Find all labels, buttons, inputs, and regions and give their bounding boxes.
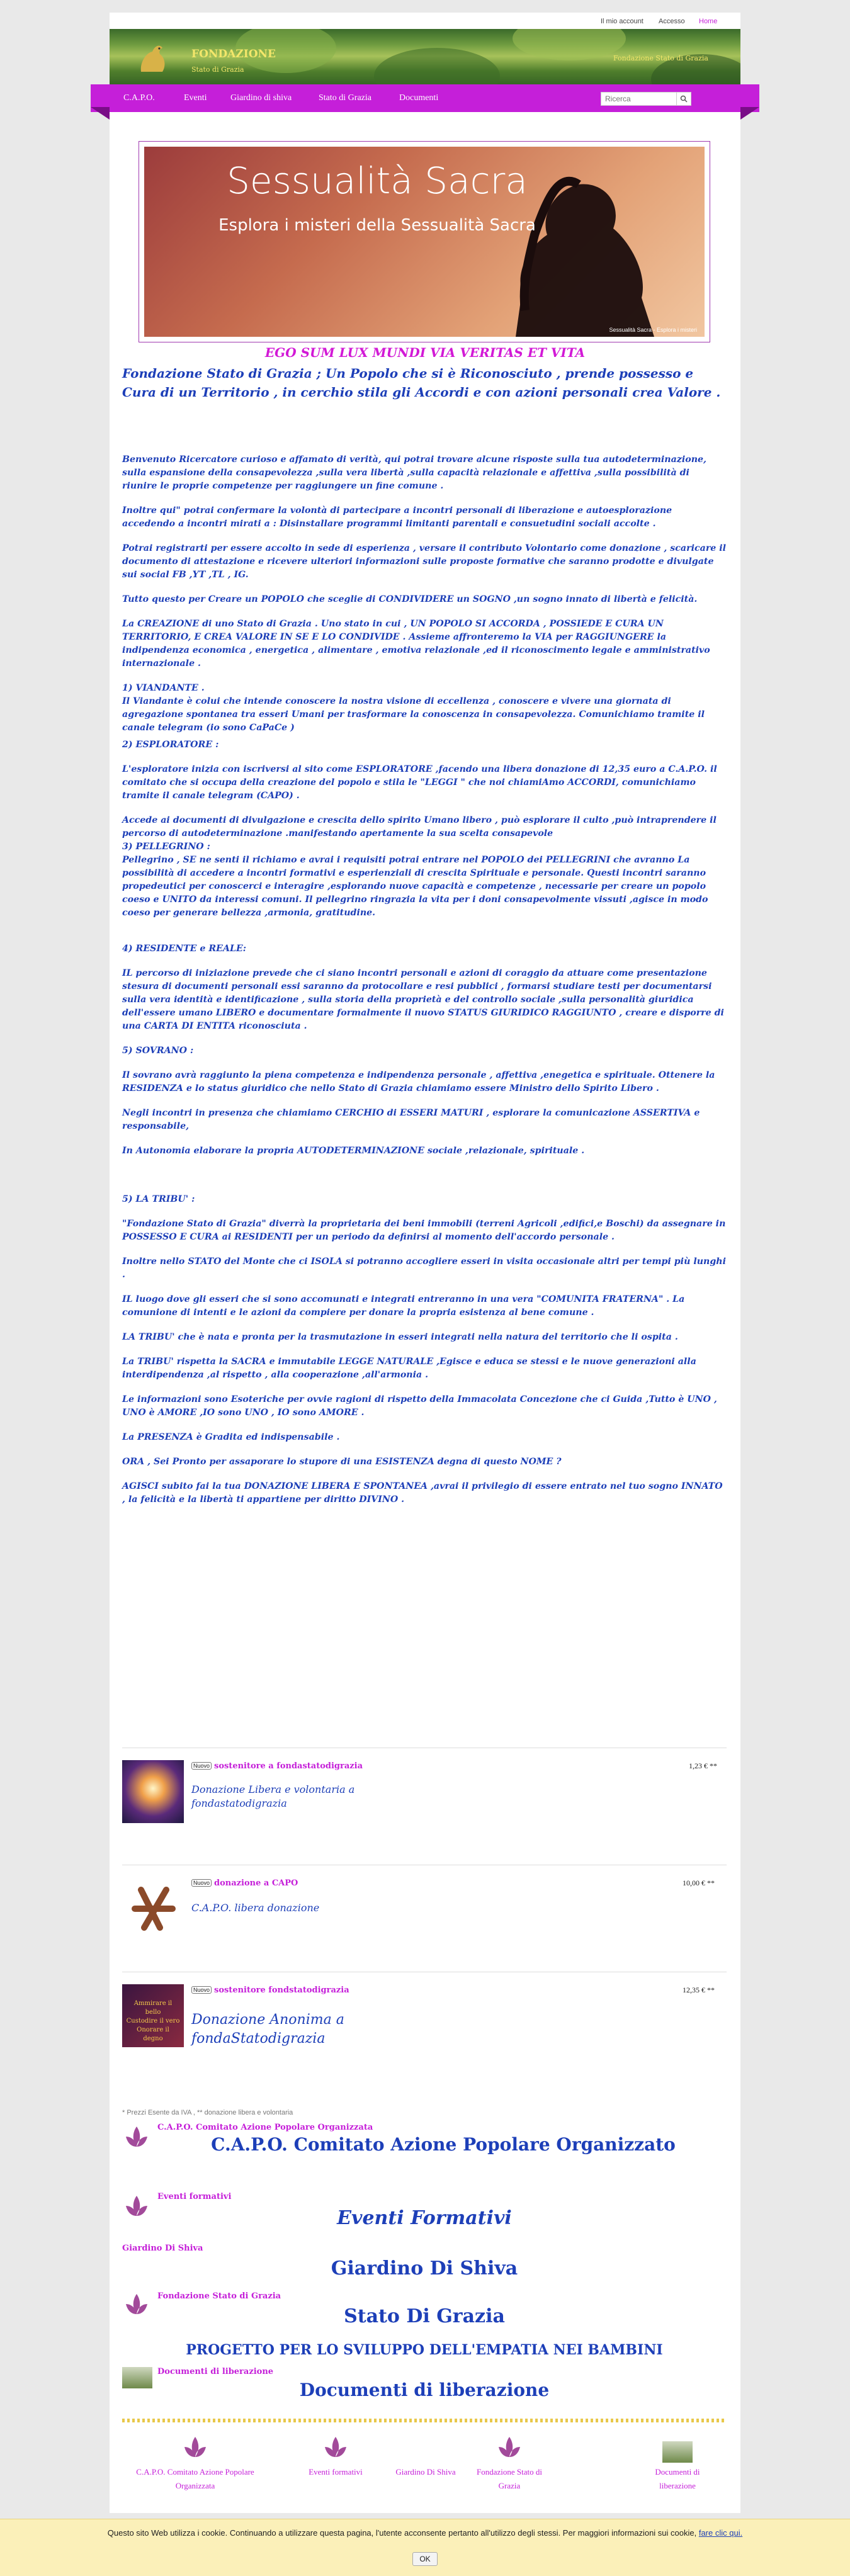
- paragraph: La CREAZIONE di uno Stato di Grazia . Uno stato in cui , UN POPOLO SI ACCORDA , POSSIEDE E CURA UN TERRITORIO, E CREA VALORE IN SE E LO CONDIVIDE . Assieme affronteremo la VIA per RAGGIUNGERE la indipendenza economica , energetica , alimentare , emotiva relazionale ,ed il riconoscimento legale e amministrativo internazionale .: [122, 619, 710, 669]
- paragraph: 4) RESIDENTE e REALE:: [122, 944, 247, 954]
- intro-text: Fondazione Stato di Grazia ; Un Popolo che si è Riconosciuto , prende possesso e Cura di un Territorio , in cerchio stila gli Accordi e con azioni personali crea Valore .: [122, 366, 721, 400]
- section-link[interactable]: Eventi formativi: [157, 2192, 232, 2201]
- login-link[interactable]: Accesso: [659, 18, 685, 25]
- paragraph: 5) LA TRIBU' :: [122, 1194, 195, 1204]
- paragraph: 1) VIANDANTE . Il Viandante è colui che intende conoscere la nostra visione di eccellenza , conoscere e vivere una giornata di agregazione spontanea tra esseri Umani per trasformare la conoscenza in consapevolezza. Comunichiamo tramite il canale telegram (io sono CaPaCe ): [122, 683, 705, 733]
- paragraph: Potrai registrarti per essere accolto in sede di esperienza , versare il contributo Volontario come donazione , scaricare il documento di attestazione e ricevere ulteriori informazioni sulle proposte formative che saranno prodotte e divulgate sui social FB ,YT ,TL , IG.: [122, 543, 727, 580]
- product-price: 10,00 € **: [683, 1878, 715, 1887]
- paragraph: 2) ESPLORATORE :: [122, 740, 219, 750]
- section-link[interactable]: Giardino Di Shiva: [122, 2244, 203, 2253]
- main-nav: [91, 84, 759, 120]
- hero-title: Sessualità Sacra: [227, 159, 528, 202]
- top-bar: [110, 13, 740, 29]
- lotus-icon: [321, 2433, 350, 2462]
- section-title[interactable]: Giardino Di Shiva: [331, 2257, 518, 2279]
- paragraph: Tutto questo per Creare un POPOLO che sceglie di CONDIVIDERE un SOGNO ,un sogno innato di libertà e felicità.: [122, 594, 698, 604]
- site-header: [110, 29, 740, 89]
- section-title[interactable]: Eventi Formativi: [337, 2207, 512, 2229]
- footer-link[interactable]: Fondazione Stato di Grazia: [477, 2467, 542, 2490]
- new-badge: Nuovo: [191, 1879, 212, 1887]
- paragraph: Inoltre qui" potrai confermare la volontà di partecipare a incontri personali di liberazione e autoesplorazione accedendo a incontri mirati a : Disinstallare programmi limitanti parentali e consuetudini sociali accolte .: [122, 506, 672, 529]
- product-title[interactable]: donazione a CAPO: [214, 1878, 298, 1888]
- hero-subtitle: Esplora i misteri della Sessualità Sacra: [218, 216, 536, 235]
- home-link[interactable]: Home: [699, 18, 718, 25]
- product-title[interactable]: sostenitore a fondastatodigrazia: [214, 1761, 363, 1771]
- product-image[interactable]: [122, 1984, 184, 2047]
- my-account-link[interactable]: Il mio account: [601, 18, 643, 25]
- nav-item-capo[interactable]: C.A.P.O.: [123, 93, 155, 103]
- paragraph: AGISCI subito fai la tua DONAZIONE LIBERA E SPONTANEA ,avrai il privilegio di essere entrato nel tuo sogno INNATO , la felicità e la libertà ti appartiene per diritto DIVINO .: [122, 1481, 723, 1505]
- cookie-text: [0, 2528, 850, 2538]
- cookie-banner: [0, 2519, 850, 2576]
- product-desc: Donazione Anonima a fondaStatodigrazia: [191, 2012, 344, 2047]
- cookie-more-link[interactable]: fare clic qui.: [698, 2528, 743, 2538]
- paragraph: "Fondazione Stato di Grazia" diverrà la proprietaria dei beni immobili (terreni Agricoli ,edifici,e Boschi) da assegnare in POSSESSO E CURA ai RESIDENTI per un periodo da definirsi al momento dell'accordo personale .: [122, 1219, 726, 1242]
- product-desc: Donazione Libera e volontaria a fondastatodigrazia: [191, 1783, 355, 1809]
- paragraph: Le informazioni sono Esoteriche per ovvie ragioni di rispetto della Immacolata Concezione che ci Guida ,Tutto è UNO , UNO è AMORE ,IO sono UNO , IO sono AMORE .: [122, 1394, 717, 1418]
- paragraph: Benvenuto Ricercatore curioso e affamato di verità, qui potrai trovare alcune risposte sulla tua autodeterminazione, sulla espansione della consapevolezza ,sulla vera libertà ,sulla capacità relazionale e affettiva ,sulla possibilità di riunire le proprie competenze per raggiungere un fine comune .: [122, 455, 706, 491]
- paragraph: LA TRIBU' che è nata e pronta per la trasmutazione in esseri integrati nella natura del territorio che li ospita .: [122, 1332, 678, 1342]
- hands-star-icon: [122, 1877, 184, 1940]
- site-subtitle: Stato di Grazia: [191, 65, 244, 74]
- section-title[interactable]: C.A.P.O. Comitato Azione Popolare Organizzato: [211, 2134, 676, 2155]
- hero-caption: Sessualità Sacra - Esplora i misteri: [609, 327, 697, 333]
- search-icon: [680, 95, 688, 103]
- section-title[interactable]: Stato Di Grazia: [344, 2305, 505, 2327]
- paragraph: La TRIBU' rispetta la SACRA e immutabile LEGGE NATURALE ,Egisce e educa se stessi e le nuove generazioni alla interdipendenza ,al rispetto , alla cooperazione ,all'armonia .: [122, 1357, 696, 1380]
- footer-link[interactable]: Giardino Di Shiva: [395, 2467, 456, 2477]
- paragraph: In Autonomia elaborare la propria AUTODETERMINAZIONE sociale ,relazionale, spirituale .: [122, 1146, 585, 1156]
- search-button[interactable]: [676, 92, 691, 106]
- nav-item-documenti[interactable]: Documenti: [399, 93, 439, 103]
- paragraph: 5) SOVRANO :: [122, 1046, 194, 1056]
- nav-item-stato-di-grazia[interactable]: Stato di Grazia: [319, 93, 371, 103]
- section-title[interactable]: Documenti di liberazione: [299, 2380, 550, 2400]
- paragraph: Inoltre nello STATO del Monte che ci ISOLA si potranno accogliere esseri in visita occasionale altri per tempi più lunghi .: [122, 1257, 726, 1280]
- search-input[interactable]: [601, 92, 683, 106]
- footer-link[interactable]: Documenti di liberazione: [655, 2467, 700, 2490]
- new-badge: Nuovo: [191, 1986, 212, 1994]
- motto: EGO SUM LUX MUNDI VIA VERITAS ET VITA: [264, 345, 586, 360]
- bird-logo-icon[interactable]: [135, 40, 170, 77]
- paragraph: Negli incontri in presenza che chiamiamo CERCHIO di ESSERI MATURI , esplorare la comunicazione ASSERTIVA e responsabile,: [122, 1108, 700, 1131]
- lotus-icon: [181, 2433, 210, 2462]
- product-desc: C.A.P.O. libera donazione: [191, 1902, 320, 1914]
- price-note: * Prezzi Esente da IVA , ** donazione libera e volontaria: [122, 2109, 293, 2116]
- footer-thumbnail[interactable]: [662, 2441, 693, 2463]
- product-image[interactable]: [122, 1760, 184, 1823]
- header-right-text: Fondazione Stato di Grazia: [613, 54, 708, 62]
- product-title[interactable]: sostenitore fondstatodigrazia: [214, 1986, 349, 1995]
- lotus-icon: [122, 2123, 151, 2152]
- lotus-icon: [495, 2433, 524, 2462]
- footer-link[interactable]: Eventi formativi: [309, 2467, 363, 2477]
- hero-image: [144, 147, 705, 337]
- body-text: [122, 453, 727, 1506]
- site-name[interactable]: FONDAZIONE: [191, 48, 276, 60]
- paragraph: La PRESENZA è Gradita ed indispensabile .: [122, 1432, 340, 1442]
- product-image-caption: Ammirare il bello Custodire il vero Onorare il degno: [126, 2000, 180, 2042]
- paragraph: ORA , Sei Pronto per assaporare lo stupore di una ESISTENZA degna di questo NOME ?: [122, 1457, 562, 1467]
- nav-item-giardino[interactable]: Giardino di shiva: [230, 93, 292, 103]
- paragraph: IL percorso di iniziazione prevede che ci siano incontri personali e azioni di coraggio da attuare come presentazione stesura di documenti personali essi saranno da protocollare e resi pubblici , formarsi studiare testi per documentarsi sulla vera identità e identificazione , sulla storia della proprietà e del controllo sociale ,sulla personalità giuridica dell'essere umano LIBERO e documentare formalmente il nuovo STATUS GIURIDICO RAGGIUNTO , creare e disporre di una CARTA DI ENTITA riconosciuta .: [122, 968, 724, 1031]
- nav-item-eventi[interactable]: Eventi: [184, 93, 207, 103]
- product-price: 1,23 € **: [689, 1761, 717, 1770]
- footer-link[interactable]: C.A.P.O. Comitato Azione Popolare Organizzata: [136, 2467, 254, 2490]
- paragraph: Il sovrano avrà raggiunto la piena competenza e indipendenza personale , affettiva ,enegetica e spirituale. Ottenere la RESIDENZA e lo status giuridico che nello Stato di Grazia chiamiamo essere Ministro dello Spirito Libero .: [122, 1070, 715, 1093]
- paragraph: L'esploratore inizia con iscriversi al sito come ESPLORATORE ,facendo una libera donazione di 12,35 euro a C.A.P.O. il comitato che si occupa della creazione del popolo e stila le "LEGGI " che noi chiamiAmo ACCORDI, comunichiamo tramite il canale telegram (CAPO) .: [122, 764, 717, 801]
- cookie-message: Questo sito Web utilizza i cookie. Continuando a utilizzare questa pagina, l'utente acconsente pertanto all'utilizzo degli stessi. Per maggiori informazioni sui cookie,: [107, 2528, 699, 2538]
- cookie-ok-button[interactable]: OK: [412, 2552, 438, 2566]
- paragraph: IL luogo dove gli esseri che si sono accomunati e integrati entreranno in una vera "COMUNITA FRATERNA" . La comunione di intenti e le azioni da compiere per donare la propria esistenza al bene comune .: [122, 1294, 685, 1318]
- section-link[interactable]: Fondazione Stato di Grazia: [157, 2291, 281, 2301]
- hero-banner: [139, 141, 710, 342]
- page-container: [110, 13, 740, 2513]
- section-link[interactable]: C.A.P.O. Comitato Azione Popolare Organizzata: [157, 2123, 373, 2132]
- section-subtitle: PROGETTO PER LO SVILUPPO DELL'EMPATIA NEI BAMBINI: [186, 2342, 663, 2358]
- new-badge: Nuovo: [191, 1762, 212, 1770]
- product-image[interactable]: [122, 1877, 184, 1940]
- footer-divider: [122, 2419, 727, 2422]
- product-price: 12,35 € **: [683, 1986, 715, 1994]
- paragraph: Accede ai documenti di divulgazione e crescita dello spirito Umano libero , può esplorare il culto ,può intraprendere il percorso di autodeterminazione .manifestando apertamente la sua scelta consapevole 3) PELLEGRINO : Pellegrino , SE ne senti il richiamo e avrai i requisiti potrai entrare nel POPOLO dei PELLEGRINI che avranno La possibilità di accedere a incontri formativi e esperienziali di crescita Spirituale e personale. Questi incontri saranno propedeutici per conoscerci e interagire ,esplorando nuove capacità e competenze , necessarie per creare un popolo coeso e UNITO da interessi comuni. Il pellegrino ringrazia la vita per i doni consapevolmente vissuti ,agisce in modo coeso per generare bellezza ,armonia, gratitudine.: [122, 815, 717, 918]
- section-link[interactable]: Documenti di liberazione: [157, 2367, 274, 2376]
